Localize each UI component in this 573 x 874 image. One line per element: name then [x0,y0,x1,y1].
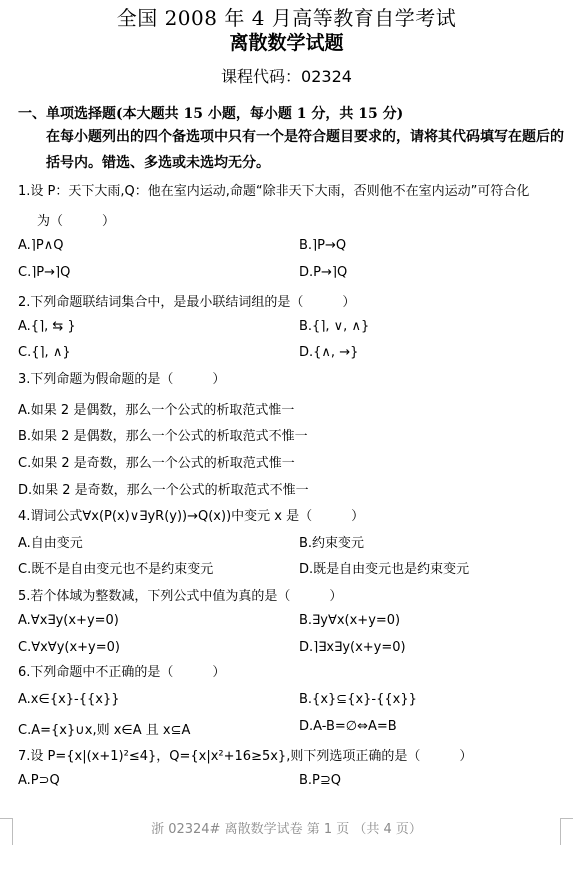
question-2-option-c: C.{⌉, ∧} [18,345,71,360]
question-6-option-d: D.A-B=∅⇔A=B [299,719,397,734]
question-6-option-b: B.{x}⊆{x}-{{x}} [299,692,417,707]
question-1-option-a: A.⌉P∧Q [18,238,64,253]
question-1-stem-cont: 为（ ） [37,214,116,229]
question-7-option-b: B.P⊇Q [299,773,342,788]
question-2-option-b: B.{⌉, ∨, ∧} [299,319,370,334]
question-5-option-b: B.∃y∀x(x+y=0) [299,613,401,628]
question-4-option-a: A.自由变元 [18,536,83,551]
question-6-option-a: A.x∈{x}-{{x}} [18,692,120,707]
section-instruction-1: 在每小题列出的四个备选项中只有一个是符合题目要求的，请将其代码填写在题后的 [46,129,564,145]
question-1-option-c: C.⌉P→⌉Q [18,265,71,280]
question-3-option-b: B.如果 2 是偶数，那么一个公式的析取范式不惟一 [18,429,308,444]
question-2-option-a: A.{⌉, ⇆ } [18,319,76,334]
section-instruction-2: 括号内。错选、多选或未选均无分。 [46,155,270,171]
question-5-option-c: C.∀x∀y(x+y=0) [18,640,120,655]
page-footer: 浙 02324# 离散数学试卷 第 1 页 （共 4 页） [151,822,422,837]
question-3-option-a: A.如果 2 是偶数，那么一个公式的析取范式惟一 [18,403,295,418]
question-2-stem: 2.下列命题联结词集合中，是最小联结词组的是（ ） [18,295,356,310]
exam-title: 全国 2008 年 4 月高等教育自学考试 [116,6,457,30]
subject-title: 离散数学试题 [229,32,344,54]
question-2-option-d: D.{∧, →} [299,345,359,360]
question-5-option-d: D.⌉∃x∃y(x+y=0) [299,640,406,655]
question-7-stem: 7.设 P={x|(x+1)²≤4}，Q={x|x²+16≥5x},则下列选项正确的是（ ） [18,749,473,764]
course-code: 课程代码：02324 [221,67,352,86]
question-1-option-d: D.P→⌉Q [299,265,348,280]
question-4-stem: 4.谓词公式∀x(P(x)∨∃yR(y))→Q(x))中变元 x 是（ ） [18,509,365,524]
question-7-option-a: A.P⊃Q [18,773,60,788]
question-5-option-a: A.∀x∃y(x+y=0) [18,613,119,628]
question-3-option-d: D.如果 2 是奇数，那么一个公式的析取范式不惟一 [18,483,309,498]
question-1-stem: 1.设 P：天下大雨,Q：他在室内运动,命题“除非天下大雨，否则他不在室内运动”可符合化 [18,184,530,199]
section-heading: 一、单项选择题(本大题共 15 小题，每小题 1 分，共 15 分) [18,106,404,122]
question-1-option-b: B.⌉P→Q [299,238,347,253]
question-6-stem: 6.下列命题中不正确的是（ ） [18,665,226,680]
question-5-stem: 5.若个体域为整数减，下列公式中值为真的是（ ） [18,589,343,604]
question-3-stem: 3.下列命题为假命题的是（ ） [18,372,226,387]
question-4-option-d: D.既是自由变元也是约束变元 [299,562,470,577]
question-3-option-c: C.如果 2 是奇数，那么一个公式的析取范式惟一 [18,456,295,471]
question-4-option-b: B.约束变元 [299,536,365,551]
question-4-option-c: C.既不是自由变元也不是约束变元 [18,562,214,577]
question-6-option-c: C.A={x}∪x,则 x∈A 且 x⊆A [18,723,191,738]
